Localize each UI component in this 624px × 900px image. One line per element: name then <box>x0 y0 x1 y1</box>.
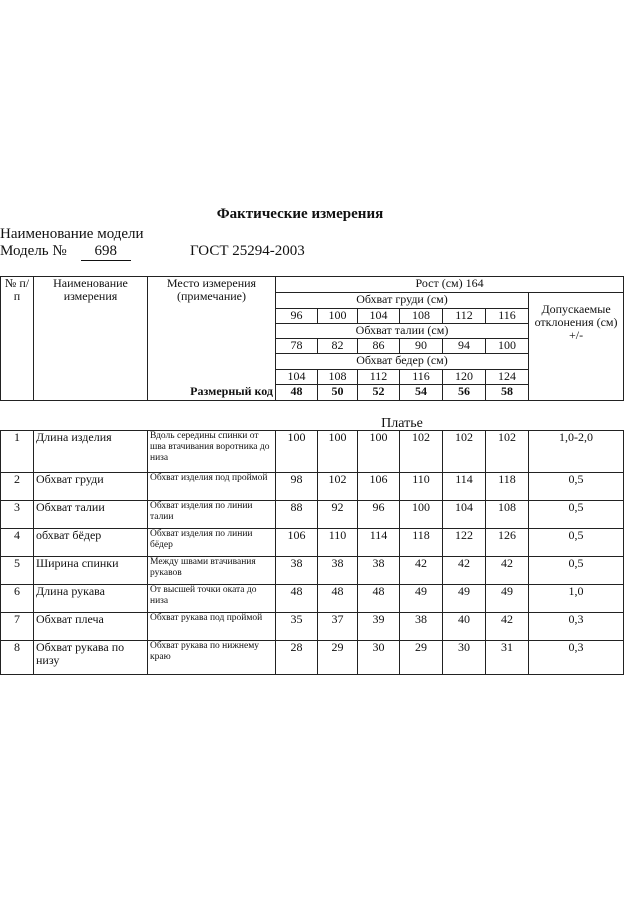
chest-value: 116 <box>486 309 529 324</box>
hips-value: 124 <box>486 370 529 385</box>
size-code: 50 <box>318 385 358 401</box>
row-value: 49 <box>486 585 529 613</box>
row-value: 28 <box>276 641 318 675</box>
table-header <box>1 277 624 401</box>
row-name: Ширина спинки <box>34 557 148 585</box>
row-value: 102 <box>318 473 358 501</box>
row-value: 31 <box>486 641 529 675</box>
row-value: 38 <box>276 557 318 585</box>
row-place: Вдоль середины спинки от шва втачивания воротника до низа <box>148 431 276 473</box>
row-no: 8 <box>1 641 34 675</box>
tolerance-header: Допускаемые отклонения (см) +/- <box>529 293 624 401</box>
row-value: 118 <box>400 529 443 557</box>
table-body <box>1 401 624 675</box>
table-row <box>1 585 624 613</box>
row-value: 106 <box>358 473 400 501</box>
row-name: Обхват рукава по низу <box>34 641 148 675</box>
row-value: 49 <box>400 585 443 613</box>
row-place: Обхват изделия по линии бёдер <box>148 529 276 557</box>
table-row <box>1 641 624 675</box>
table-row <box>1 501 624 529</box>
size-code: 54 <box>400 385 443 401</box>
row-value: 38 <box>400 613 443 641</box>
row-value: 98 <box>276 473 318 501</box>
chest-value: 104 <box>358 309 400 324</box>
size-code: 48 <box>276 385 318 401</box>
row-value: 122 <box>443 529 486 557</box>
row-value: 110 <box>400 473 443 501</box>
measurements-table <box>0 276 624 675</box>
chest-header: Обхват груди (см) <box>356 292 448 306</box>
row-tolerance: 1,0 <box>529 585 624 613</box>
row-value: 114 <box>443 473 486 501</box>
row-name: Обхват талии <box>34 501 148 529</box>
row-value: 29 <box>318 641 358 675</box>
row-tolerance: 0,5 <box>529 557 624 585</box>
row-value: 38 <box>358 557 400 585</box>
row-value: 42 <box>486 613 529 641</box>
row-tolerance: 1,0-2,0 <box>529 431 624 473</box>
row-no: 7 <box>1 613 34 641</box>
row-place: Обхват изделия под проймой <box>148 473 276 501</box>
row-place: Обхват рукава под проймой <box>148 613 276 641</box>
row-name: обхват бёдер <box>34 529 148 557</box>
size-code: 56 <box>443 385 486 401</box>
row-value: 114 <box>358 529 400 557</box>
size-code: 58 <box>486 385 529 401</box>
hips-value: 112 <box>358 370 400 385</box>
model-label: Модель № <box>0 243 67 259</box>
row-tolerance: 0,5 <box>529 501 624 529</box>
hips-value: 108 <box>318 370 358 385</box>
hips-value: 116 <box>400 370 443 385</box>
row-no: 5 <box>1 557 34 585</box>
row-value: 37 <box>318 613 358 641</box>
chest-value: 112 <box>443 309 486 324</box>
row-value: 49 <box>443 585 486 613</box>
row-no: 4 <box>1 529 34 557</box>
hips-value: 120 <box>443 370 486 385</box>
table-row <box>1 613 624 641</box>
hips-header: Обхват бедер (см) <box>276 354 529 370</box>
chest-value: 96 <box>276 309 318 324</box>
row-value: 48 <box>358 585 400 613</box>
row-value: 38 <box>318 557 358 585</box>
row-value: 29 <box>400 641 443 675</box>
row-value: 40 <box>443 613 486 641</box>
table-row <box>1 473 624 501</box>
row-place: От высшей точки оката до низа <box>148 585 276 613</box>
table-row <box>1 557 624 585</box>
row-place: Обхват изделия по линии талии <box>148 501 276 529</box>
row-tolerance: 0,3 <box>529 613 624 641</box>
waist-value: 78 <box>276 339 318 354</box>
row-name: Длина рукава <box>34 585 148 613</box>
row-value: 39 <box>358 613 400 641</box>
row-value: 100 <box>358 431 400 473</box>
row-tolerance: 0,5 <box>529 473 624 501</box>
row-no: 3 <box>1 501 34 529</box>
chest-value: 100 <box>318 309 358 324</box>
section-title: Платье <box>381 416 423 431</box>
col-no-header: № п/п <box>1 277 34 401</box>
waist-value: 86 <box>358 339 400 354</box>
document-title: Фактические измерения <box>216 206 384 222</box>
row-place: Между швами втачивания рукавов <box>148 557 276 585</box>
col-place-header: Место измерения (примечание) <box>148 277 276 385</box>
row-value: 108 <box>486 501 529 529</box>
row-value: 30 <box>358 641 400 675</box>
size-code: 52 <box>358 385 400 401</box>
row-value: 100 <box>318 431 358 473</box>
row-value: 48 <box>318 585 358 613</box>
row-value: 110 <box>318 529 358 557</box>
row-value: 48 <box>276 585 318 613</box>
row-value: 35 <box>276 613 318 641</box>
gost-standard: ГОСТ 25294-2003 <box>190 243 305 259</box>
waist-value: 100 <box>486 339 529 354</box>
size-code-label: Размерный код <box>148 385 276 401</box>
row-no: 1 <box>1 431 34 473</box>
model-name-label: Наименование модели <box>0 226 144 242</box>
waist-header: Обхват талии (см) <box>276 324 529 339</box>
row-value: 30 <box>443 641 486 675</box>
row-value: 100 <box>276 431 318 473</box>
row-tolerance: 0,5 <box>529 529 624 557</box>
col-name-header: Наименование измерения <box>34 277 148 401</box>
row-value: 42 <box>486 557 529 585</box>
row-value: 42 <box>400 557 443 585</box>
row-value: 88 <box>276 501 318 529</box>
row-name: Обхват груди <box>34 473 148 501</box>
table-row <box>1 431 624 473</box>
row-name: Обхват плеча <box>34 613 148 641</box>
row-value: 104 <box>443 501 486 529</box>
row-value: 126 <box>486 529 529 557</box>
height-header: Рост (см) 164 <box>276 277 624 293</box>
table-row <box>1 529 624 557</box>
row-tolerance: 0,3 <box>529 641 624 675</box>
row-value: 102 <box>443 431 486 473</box>
model-number: 698 <box>81 243 131 261</box>
row-no: 2 <box>1 473 34 501</box>
row-place: Обхват рукава по нижнему краю <box>148 641 276 675</box>
waist-value: 94 <box>443 339 486 354</box>
row-value: 100 <box>400 501 443 529</box>
row-value: 102 <box>400 431 443 473</box>
row-value: 118 <box>486 473 529 501</box>
row-no: 6 <box>1 585 34 613</box>
row-value: 42 <box>443 557 486 585</box>
waist-value: 90 <box>400 339 443 354</box>
waist-value: 82 <box>318 339 358 354</box>
row-value: 102 <box>486 431 529 473</box>
model-line <box>0 243 131 261</box>
row-name: Длина изделия <box>34 431 148 473</box>
chest-value: 108 <box>400 309 443 324</box>
hips-value: 104 <box>276 370 318 385</box>
row-value: 106 <box>276 529 318 557</box>
row-value: 92 <box>318 501 358 529</box>
row-value: 96 <box>358 501 400 529</box>
